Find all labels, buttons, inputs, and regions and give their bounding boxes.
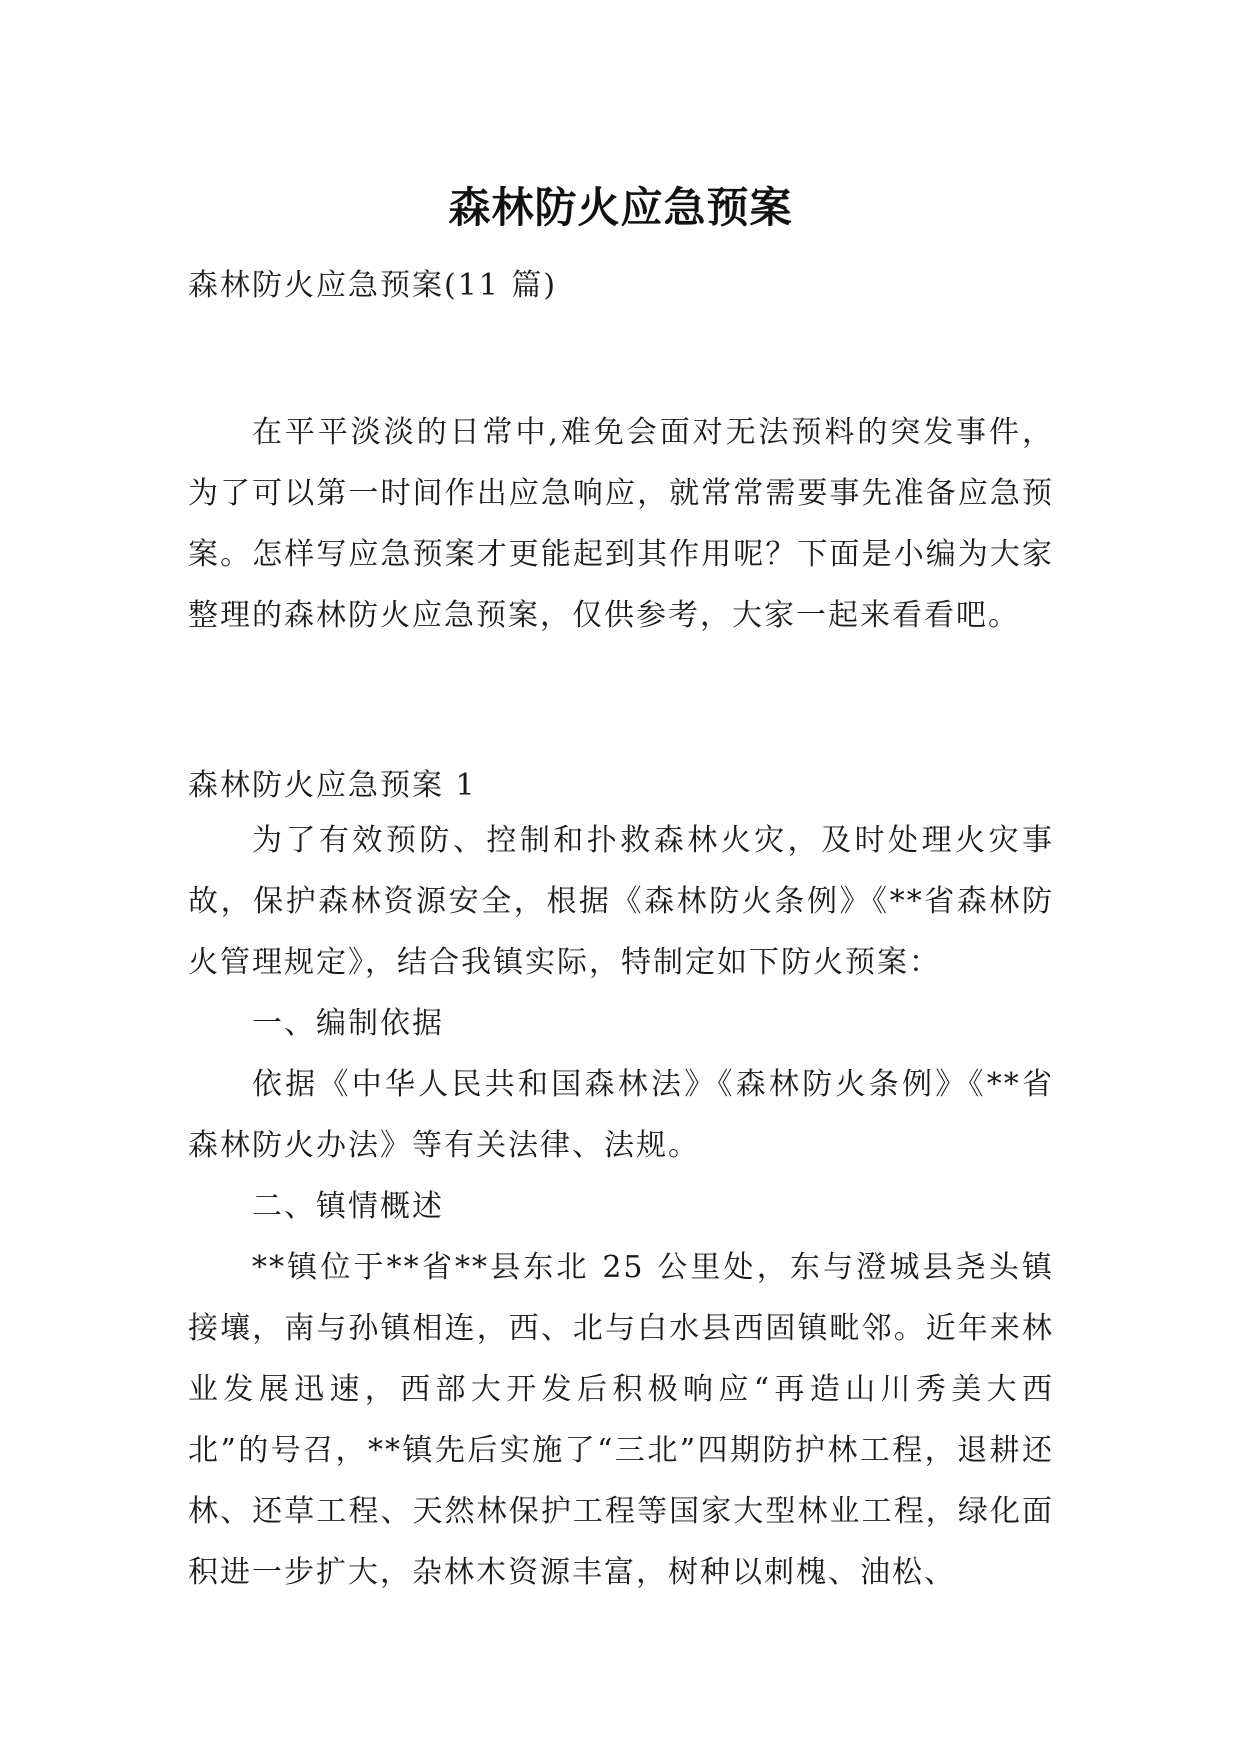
document-title: 森林防火应急预案 [448,183,793,233]
heading-basis: 一、编制依据 [252,1006,444,1041]
body-paragraph-basis: 依据《中华人民共和国森林法》《森林防火条例》《**省森林防火办法》等有关法律、法规。 [188,1067,1054,1163]
heading-overview: 二、镇情概述 [252,1189,444,1224]
intro-paragraph: 在平平淡淡的日常中,难免会面对无法预料的突发事件，为了可以第一时间作出应急响应，就常常需要事先准备应急预案。怎样写应急预案才更能起到其作用呢？下面是小编为大家整理的森林防火应急预案，仅供参考，大家一起来看看吧。 [188,415,1054,633]
document-subtitle: 森林防火应急预案(11 篇) [188,268,558,303]
body-paragraph-overview: **镇位于**省**县东北 25 公里处，东与澄城县尧头镇接壤，南与孙镇相连，西、北与白水县西固镇毗邻。近年来林业发展迅速，西部大开发后积极响应“再造山川秀美大西北”的号召，**镇先后实施了“三北”四期防护林工程，退耕还林、还草工程、天然林保护工程等国家大型林业工程，绿化面积进一步扩大，杂林木资源丰富，树种以刺槐、油松、 [188,1250,1054,1590]
section-title: 森林防火应急预案 1 [188,768,477,803]
section-body [188,810,1054,1603]
body-paragraph-purpose: 为了有效预防、控制和扑救森林火灾，及时处理火灾事故，保护森林资源安全，根据《森林防火条例》《**省森林防火管理规定》，结合我镇实际，特制定如下防火预案： [188,823,1054,980]
